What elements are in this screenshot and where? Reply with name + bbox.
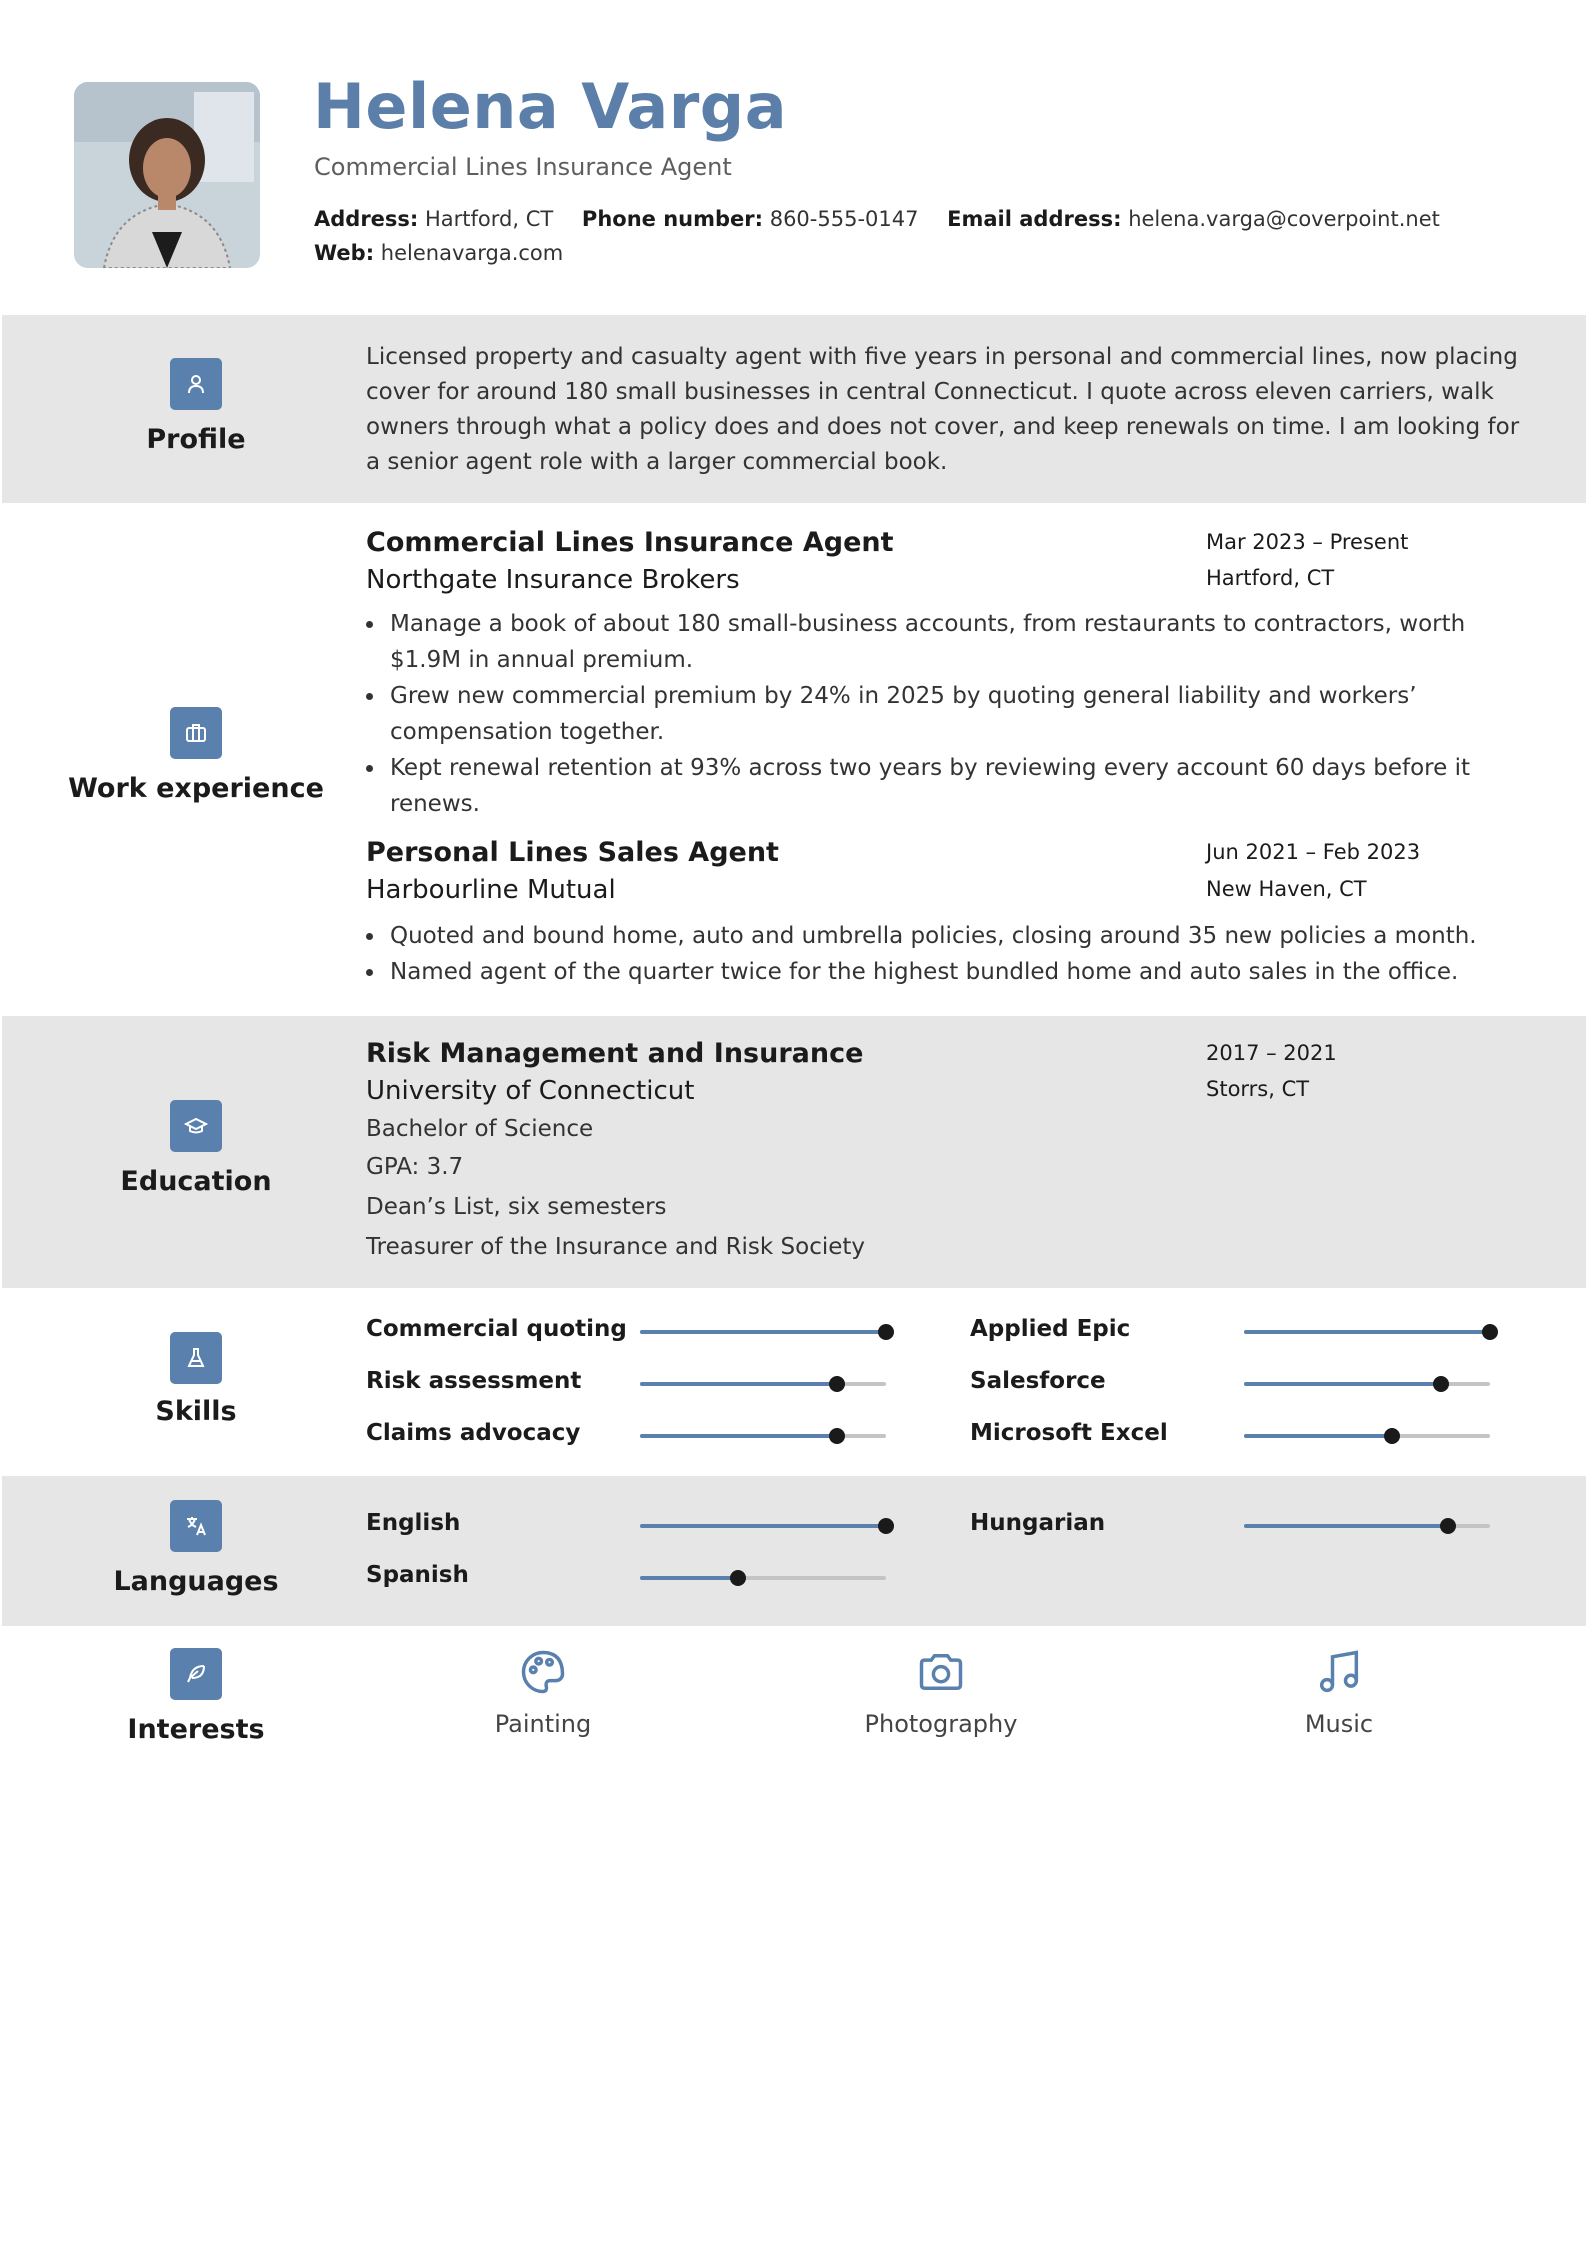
interest-label: Painting	[494, 1710, 592, 1738]
palette-icon	[423, 1646, 663, 1702]
job-organization: Northgate Insurance Brokers	[366, 565, 740, 595]
school-name: University of Connecticut	[366, 1076, 695, 1106]
skill-name: Applied Epic	[970, 1316, 1131, 1342]
education-dates: 2017 – 2021	[1206, 1041, 1337, 1065]
skill-name: Commercial quoting	[366, 1316, 627, 1342]
language-bar-fill	[1244, 1524, 1448, 1528]
skill-name: Microsoft Excel	[970, 1420, 1168, 1446]
contact-phone-label: Phone number:	[581, 207, 764, 231]
interest-item	[423, 1646, 663, 1738]
skill-name: Salesforce	[970, 1368, 1106, 1394]
contact-address-label: Address:	[314, 207, 419, 231]
camera-icon	[821, 1646, 1061, 1702]
contact-email-value[interactable]: helena.varga@coverpoint.net	[1128, 207, 1440, 231]
profile-line: Licensed property and casualty agent with five years in personal and commercial lines, now placing	[366, 344, 1518, 370]
job-title: Commercial Lines Insurance Agent	[366, 527, 894, 558]
bullet-text: Named agent of the quarter twice for the highest bundled home and auto sales in the office.	[390, 959, 1459, 985]
profile-summary	[366, 340, 1556, 480]
contact-web-label: Web:	[314, 241, 375, 265]
skill-bar-fill	[1244, 1330, 1490, 1334]
bullet-text: $1.9M in annual premium.	[390, 647, 694, 673]
skill-bar-fill	[640, 1330, 886, 1334]
interest-label: Music	[1304, 1710, 1374, 1738]
education-location: Storrs, CT	[1206, 1077, 1310, 1101]
experience-title: Work experience	[68, 773, 324, 804]
skill-bar-fill	[640, 1382, 837, 1386]
education-detail: GPA: 3.7	[366, 1154, 464, 1180]
skill-bar	[640, 1382, 886, 1386]
contact-phone	[582, 207, 919, 231]
bullet-text: compensation together.	[390, 719, 665, 745]
graduation-cap-icon	[170, 1100, 222, 1152]
profile-title: Profile	[146, 424, 246, 455]
language-bar-knob	[730, 1570, 746, 1586]
interest-label: Photography	[864, 1710, 1018, 1738]
skill-name: Claims advocacy	[366, 1420, 581, 1446]
language-name: English	[366, 1510, 461, 1536]
skill-bar-knob	[1384, 1428, 1400, 1444]
job-bullet	[364, 750, 1554, 822]
skill-bar-knob	[1482, 1324, 1498, 1340]
interest-item	[1219, 1646, 1459, 1738]
candidate-name: Helena Varga	[313, 70, 788, 143]
skill-bar-knob	[829, 1376, 845, 1392]
skill-bar-fill	[1244, 1382, 1441, 1386]
bullet-text: Kept renewal retention at 93% across two years by reviewing every account 60 days before it	[390, 755, 1470, 781]
skills-title: Skills	[155, 1396, 237, 1427]
music-note-icon	[1219, 1646, 1459, 1702]
skill-bar-knob	[878, 1324, 894, 1340]
language-bar	[640, 1524, 886, 1528]
skill-bar	[640, 1434, 886, 1438]
language-bar	[1244, 1524, 1490, 1528]
skill-bar	[640, 1330, 886, 1334]
contact-address	[314, 207, 553, 231]
job-bullet	[364, 678, 1554, 750]
bullet-text: Grew new commercial premium by 24% in 2025 by quoting general liability and workers’	[390, 683, 1417, 709]
feather-icon	[170, 1648, 222, 1700]
education-detail: Treasurer of the Insurance and Risk Society	[366, 1234, 866, 1260]
language-bar-fill	[640, 1524, 886, 1528]
education-title: Education	[120, 1166, 272, 1197]
contact-row-1	[314, 207, 1462, 231]
skill-bar-knob	[1433, 1376, 1449, 1392]
interests-title: Interests	[127, 1714, 265, 1745]
job-dates: Jun 2021 – Feb 2023	[1206, 840, 1421, 864]
skill-bar	[1244, 1434, 1490, 1438]
language-name: Hungarian	[970, 1510, 1106, 1536]
skill-bar-fill	[640, 1434, 837, 1438]
profile-line: owners through what a policy does and does not cover, and keep renewals on time. I am looking for	[366, 414, 1520, 440]
education-detail: Dean’s List, six semesters	[366, 1194, 667, 1220]
experience-section	[2, 503, 1586, 1016]
contact-web-value[interactable]: helenavarga.com	[380, 241, 564, 265]
briefcase-icon	[170, 707, 222, 759]
skill-bar-knob	[829, 1428, 845, 1444]
contact-email[interactable]	[947, 207, 1440, 231]
job-title: Personal Lines Sales Agent	[366, 837, 779, 868]
skill-name: Risk assessment	[366, 1368, 582, 1394]
language-bar-knob	[878, 1518, 894, 1534]
education-section	[2, 1016, 1586, 1288]
skill-bar	[1244, 1382, 1490, 1386]
job-bullet	[364, 606, 1554, 678]
degree-title: Risk Management and Insurance	[366, 1038, 864, 1069]
job-bullets	[364, 606, 1554, 822]
language-bar	[640, 1576, 886, 1580]
language-bar-knob	[1440, 1518, 1456, 1534]
job-dates: Mar 2023 – Present	[1206, 530, 1409, 554]
skill-bar-fill	[1244, 1434, 1392, 1438]
candidate-headline: Commercial Lines Insurance Agent	[314, 153, 732, 181]
skill-bar	[1244, 1330, 1490, 1334]
contact-web[interactable]	[314, 241, 563, 265]
contact-phone-value: 860-555-0147	[769, 207, 919, 231]
resume-header	[0, 0, 1588, 315]
bullet-text: renews.	[390, 791, 480, 817]
job-bullet	[364, 954, 1554, 990]
language-bar-fill	[640, 1576, 738, 1580]
translate-icon	[170, 1500, 222, 1552]
contact-row-2	[314, 241, 585, 265]
education-detail: Bachelor of Science	[366, 1116, 594, 1142]
person-icon	[170, 358, 222, 410]
profile-line: cover for around 180 small businesses in central Connecticut. I quote across eleven carriers, walk	[366, 379, 1494, 405]
skills-section	[2, 1288, 1586, 1476]
profile-line: a senior agent role with a larger commercial book.	[366, 449, 948, 475]
bullet-text: Manage a book of about 180 small-business accounts, from restaurants to contractors, worth	[390, 611, 1466, 637]
language-name: Spanish	[366, 1562, 469, 1588]
interests-section	[2, 1626, 1586, 1766]
interest-item	[821, 1646, 1061, 1738]
job-location: Hartford, CT	[1206, 566, 1335, 590]
languages-title: Languages	[113, 1566, 279, 1597]
job-bullet	[364, 918, 1554, 954]
job-bullets	[364, 918, 1554, 990]
flask-icon	[170, 1332, 222, 1384]
contact-email-label: Email address:	[947, 207, 1122, 231]
languages-section	[2, 1476, 1586, 1626]
profile-section	[2, 315, 1586, 503]
job-organization: Harbourline Mutual	[366, 875, 616, 905]
bullet-text: Quoted and bound home, auto and umbrella policies, closing around 35 new policies a month.	[390, 923, 1477, 949]
profile-photo	[74, 82, 260, 268]
job-location: New Haven, CT	[1206, 877, 1367, 901]
contact-address-value: Hartford, CT	[425, 207, 554, 231]
